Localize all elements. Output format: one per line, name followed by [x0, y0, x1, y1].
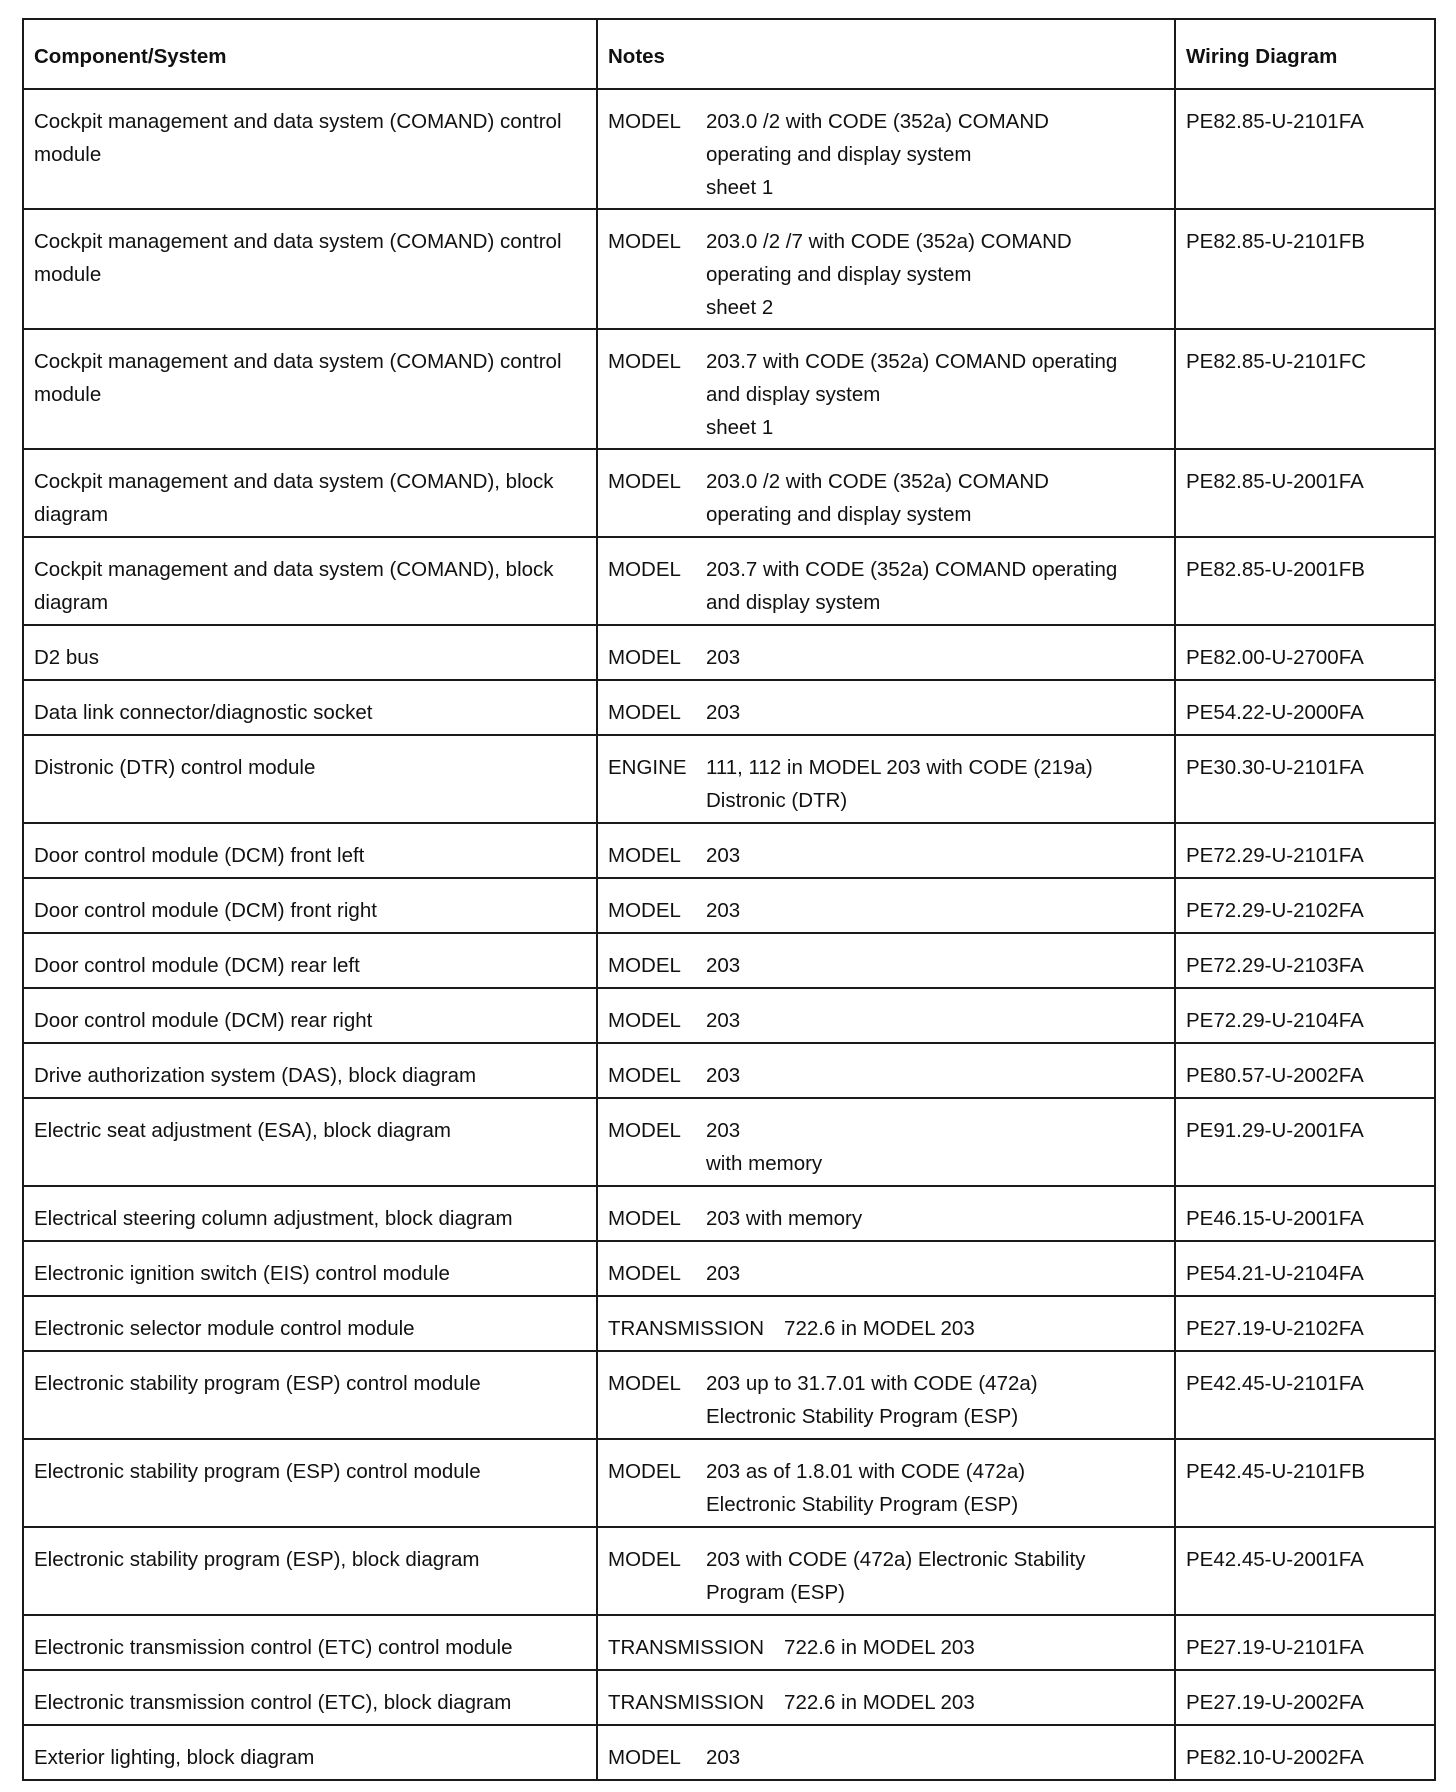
component-cell: Cockpit management and data system (COMAND), block diagram — [23, 449, 597, 537]
notes-cell — [597, 1296, 1175, 1351]
notes-text: 203 with CODE (472a) Electronic Stability Program (ESP) — [706, 1548, 1086, 1604]
notes-keyword: MODEL — [608, 1372, 681, 1395]
header-wiring-diagram: Wiring Diagram — [1175, 19, 1435, 89]
table-row — [23, 625, 1435, 680]
header-notes: Notes — [597, 19, 1175, 89]
table-row — [23, 209, 1435, 329]
component-cell: Electronic ignition switch (EIS) control module — [23, 1241, 597, 1296]
wiring-diagram-cell: PE54.22-U-2000FA — [1175, 680, 1435, 735]
table-row — [23, 1725, 1435, 1780]
component-cell: Electronic stability program (ESP), block diagram — [23, 1527, 597, 1615]
notes-keyword: MODEL — [608, 1460, 681, 1483]
component-cell: Door control module (DCM) rear left — [23, 933, 597, 988]
notes-cell — [597, 1670, 1175, 1725]
notes-cell — [597, 1186, 1175, 1241]
notes-text: 203 — [706, 701, 741, 724]
notes-keyword: MODEL — [608, 701, 681, 724]
wiring-diagram-table — [22, 18, 1436, 1781]
wiring-diagram-cell: PE72.29-U-2103FA — [1175, 933, 1435, 988]
wiring-diagram-cell: PE42.45-U-2101FB — [1175, 1439, 1435, 1527]
wiring-diagram-cell: PE82.00-U-2700FA — [1175, 625, 1435, 680]
notes-text: 203 as of 1.8.01 with CODE (472a) Electronic Stability Program (ESP) — [706, 1460, 1026, 1516]
table-body — [23, 89, 1435, 1780]
component-cell: Cockpit management and data system (COMAND) control module — [23, 89, 597, 209]
table-row — [23, 1296, 1435, 1351]
wiring-diagram-cell: PE27.19-U-2101FA — [1175, 1615, 1435, 1670]
component-cell: Electronic selector module control module — [23, 1296, 597, 1351]
component-cell: Door control module (DCM) front left — [23, 823, 597, 878]
notes-text: 203 up to 31.7.01 with CODE (472a) Electronic Stability Program (ESP) — [706, 1372, 1038, 1428]
component-cell: D2 bus — [23, 625, 597, 680]
table-row — [23, 1186, 1435, 1241]
component-cell: Exterior lighting, block diagram — [23, 1725, 597, 1780]
component-cell: Cockpit management and data system (COMAND) control module — [23, 209, 597, 329]
table-row — [23, 1615, 1435, 1670]
notes-keyword: TRANSMISSION — [608, 1317, 765, 1340]
wiring-diagram-cell: PE54.21-U-2104FA — [1175, 1241, 1435, 1296]
notes-cell — [597, 988, 1175, 1043]
wiring-diagram-cell: PE82.85-U-2101FB — [1175, 209, 1435, 329]
wiring-diagram-cell: PE82.85-U-2001FB — [1175, 537, 1435, 625]
wiring-diagram-cell: PE82.85-U-2101FA — [1175, 89, 1435, 209]
notes-text: 203.7 with CODE (352a) COMAND operating and display system — [706, 558, 1118, 614]
table-row — [23, 1351, 1435, 1439]
table-row — [23, 1670, 1435, 1725]
notes-cell — [597, 933, 1175, 988]
table-row — [23, 1439, 1435, 1527]
wiring-diagram-cell: PE82.10-U-2002FA — [1175, 1725, 1435, 1780]
notes-text: 203.0 /2 with CODE (352a) COMAND operating and display system — [706, 470, 1049, 526]
notes-cell — [597, 735, 1175, 823]
notes-text: 203.0 /2 with CODE (352a) COMAND operating and display system sheet 1 — [706, 110, 1049, 199]
table-row — [23, 1098, 1435, 1186]
notes-keyword: ENGINE — [608, 756, 687, 779]
table-row — [23, 449, 1435, 537]
notes-cell — [597, 1098, 1175, 1186]
notes-cell — [597, 209, 1175, 329]
notes-keyword: MODEL — [608, 1746, 681, 1769]
notes-text: 203 — [706, 1009, 741, 1032]
notes-cell — [597, 1043, 1175, 1098]
notes-cell — [597, 878, 1175, 933]
notes-text: 722.6 in MODEL 203 — [784, 1636, 975, 1659]
component-cell: Electronic transmission control (ETC), block diagram — [23, 1670, 597, 1725]
wiring-diagram-cell: PE80.57-U-2002FA — [1175, 1043, 1435, 1098]
notes-text: 722.6 in MODEL 203 — [784, 1691, 975, 1714]
component-cell: Drive authorization system (DAS), block diagram — [23, 1043, 597, 1098]
notes-text: 203 — [706, 899, 741, 922]
notes-cell — [597, 1725, 1175, 1780]
wiring-diagram-cell: PE46.15-U-2001FA — [1175, 1186, 1435, 1241]
table-row — [23, 329, 1435, 449]
notes-cell — [597, 89, 1175, 209]
component-cell: Cockpit management and data system (COMAND), block diagram — [23, 537, 597, 625]
notes-keyword: MODEL — [608, 646, 681, 669]
component-cell: Electronic stability program (ESP) control module — [23, 1439, 597, 1527]
notes-keyword: MODEL — [608, 1064, 681, 1087]
notes-keyword: MODEL — [608, 899, 681, 922]
component-cell: Cockpit management and data system (COMAND) control module — [23, 329, 597, 449]
wiring-diagram-cell: PE27.19-U-2002FA — [1175, 1670, 1435, 1725]
table-row — [23, 1043, 1435, 1098]
notes-cell — [597, 329, 1175, 449]
notes-text: 203 — [706, 954, 741, 977]
notes-text: 203 with memory — [706, 1119, 823, 1175]
notes-text: 203 — [706, 1064, 741, 1087]
notes-keyword: MODEL — [608, 558, 681, 581]
notes-text: 722.6 in MODEL 203 — [784, 1317, 975, 1340]
component-cell: Data link connector/diagnostic socket — [23, 680, 597, 735]
component-cell: Distronic (DTR) control module — [23, 735, 597, 823]
notes-cell — [597, 1439, 1175, 1527]
notes-text: 203.7 with CODE (352a) COMAND operating and display system sheet 1 — [706, 350, 1118, 439]
wiring-diagram-cell: PE30.30-U-2101FA — [1175, 735, 1435, 823]
wiring-diagram-cell: PE72.29-U-2102FA — [1175, 878, 1435, 933]
notes-keyword: TRANSMISSION — [608, 1636, 765, 1659]
table-row — [23, 680, 1435, 735]
notes-keyword: MODEL — [608, 1207, 681, 1230]
notes-keyword: MODEL — [608, 1009, 681, 1032]
wiring-diagram-index-page — [22, 18, 1434, 1781]
notes-cell — [597, 1241, 1175, 1296]
notes-cell — [597, 680, 1175, 735]
component-cell: Door control module (DCM) rear right — [23, 988, 597, 1043]
notes-cell — [597, 1615, 1175, 1670]
table-row — [23, 1527, 1435, 1615]
notes-keyword: MODEL — [608, 954, 681, 977]
header-component-system: Component/System — [23, 19, 597, 89]
notes-keyword: MODEL — [608, 470, 681, 493]
notes-cell — [597, 823, 1175, 878]
notes-keyword: MODEL — [608, 844, 681, 867]
table-row — [23, 1241, 1435, 1296]
component-cell: Electronic stability program (ESP) control module — [23, 1351, 597, 1439]
table-row — [23, 988, 1435, 1043]
table-row — [23, 933, 1435, 988]
wiring-diagram-cell: PE42.45-U-2001FA — [1175, 1527, 1435, 1615]
table-row — [23, 735, 1435, 823]
wiring-diagram-cell: PE82.85-U-2001FA — [1175, 449, 1435, 537]
wiring-diagram-cell: PE72.29-U-2104FA — [1175, 988, 1435, 1043]
notes-cell — [597, 625, 1175, 680]
component-cell: Door control module (DCM) front right — [23, 878, 597, 933]
table-header-row — [23, 19, 1435, 89]
component-cell: Electric seat adjustment (ESA), block diagram — [23, 1098, 597, 1186]
component-cell: Electronic transmission control (ETC) control module — [23, 1615, 597, 1670]
notes-text: 203 — [706, 844, 741, 867]
wiring-diagram-cell: PE72.29-U-2101FA — [1175, 823, 1435, 878]
notes-text: 203 with memory — [706, 1207, 863, 1230]
notes-text: 203 — [706, 1746, 741, 1769]
wiring-diagram-cell: PE42.45-U-2101FA — [1175, 1351, 1435, 1439]
wiring-diagram-cell: PE27.19-U-2102FA — [1175, 1296, 1435, 1351]
notes-text: 203.0 /2 /7 with CODE (352a) COMAND operating and display system sheet 2 — [706, 230, 1072, 319]
component-cell: Electrical steering column adjustment, block diagram — [23, 1186, 597, 1241]
notes-text: 203 — [706, 646, 741, 669]
notes-keyword: MODEL — [608, 1548, 681, 1571]
notes-keyword: MODEL — [608, 350, 681, 373]
notes-keyword: TRANSMISSION — [608, 1691, 765, 1714]
notes-text: 203 — [706, 1262, 741, 1285]
table-row — [23, 823, 1435, 878]
notes-cell — [597, 537, 1175, 625]
notes-cell — [597, 1527, 1175, 1615]
table-row — [23, 89, 1435, 209]
notes-keyword: MODEL — [608, 110, 681, 133]
notes-cell — [597, 449, 1175, 537]
table-row — [23, 878, 1435, 933]
notes-keyword: MODEL — [608, 1119, 681, 1142]
notes-cell — [597, 1351, 1175, 1439]
notes-keyword: MODEL — [608, 1262, 681, 1285]
notes-text: 111, 112 in MODEL 203 with CODE (219a) Distronic (DTR) — [706, 756, 1093, 812]
notes-keyword: MODEL — [608, 230, 681, 253]
table-row — [23, 537, 1435, 625]
wiring-diagram-cell: PE91.29-U-2001FA — [1175, 1098, 1435, 1186]
wiring-diagram-cell: PE82.85-U-2101FC — [1175, 329, 1435, 449]
